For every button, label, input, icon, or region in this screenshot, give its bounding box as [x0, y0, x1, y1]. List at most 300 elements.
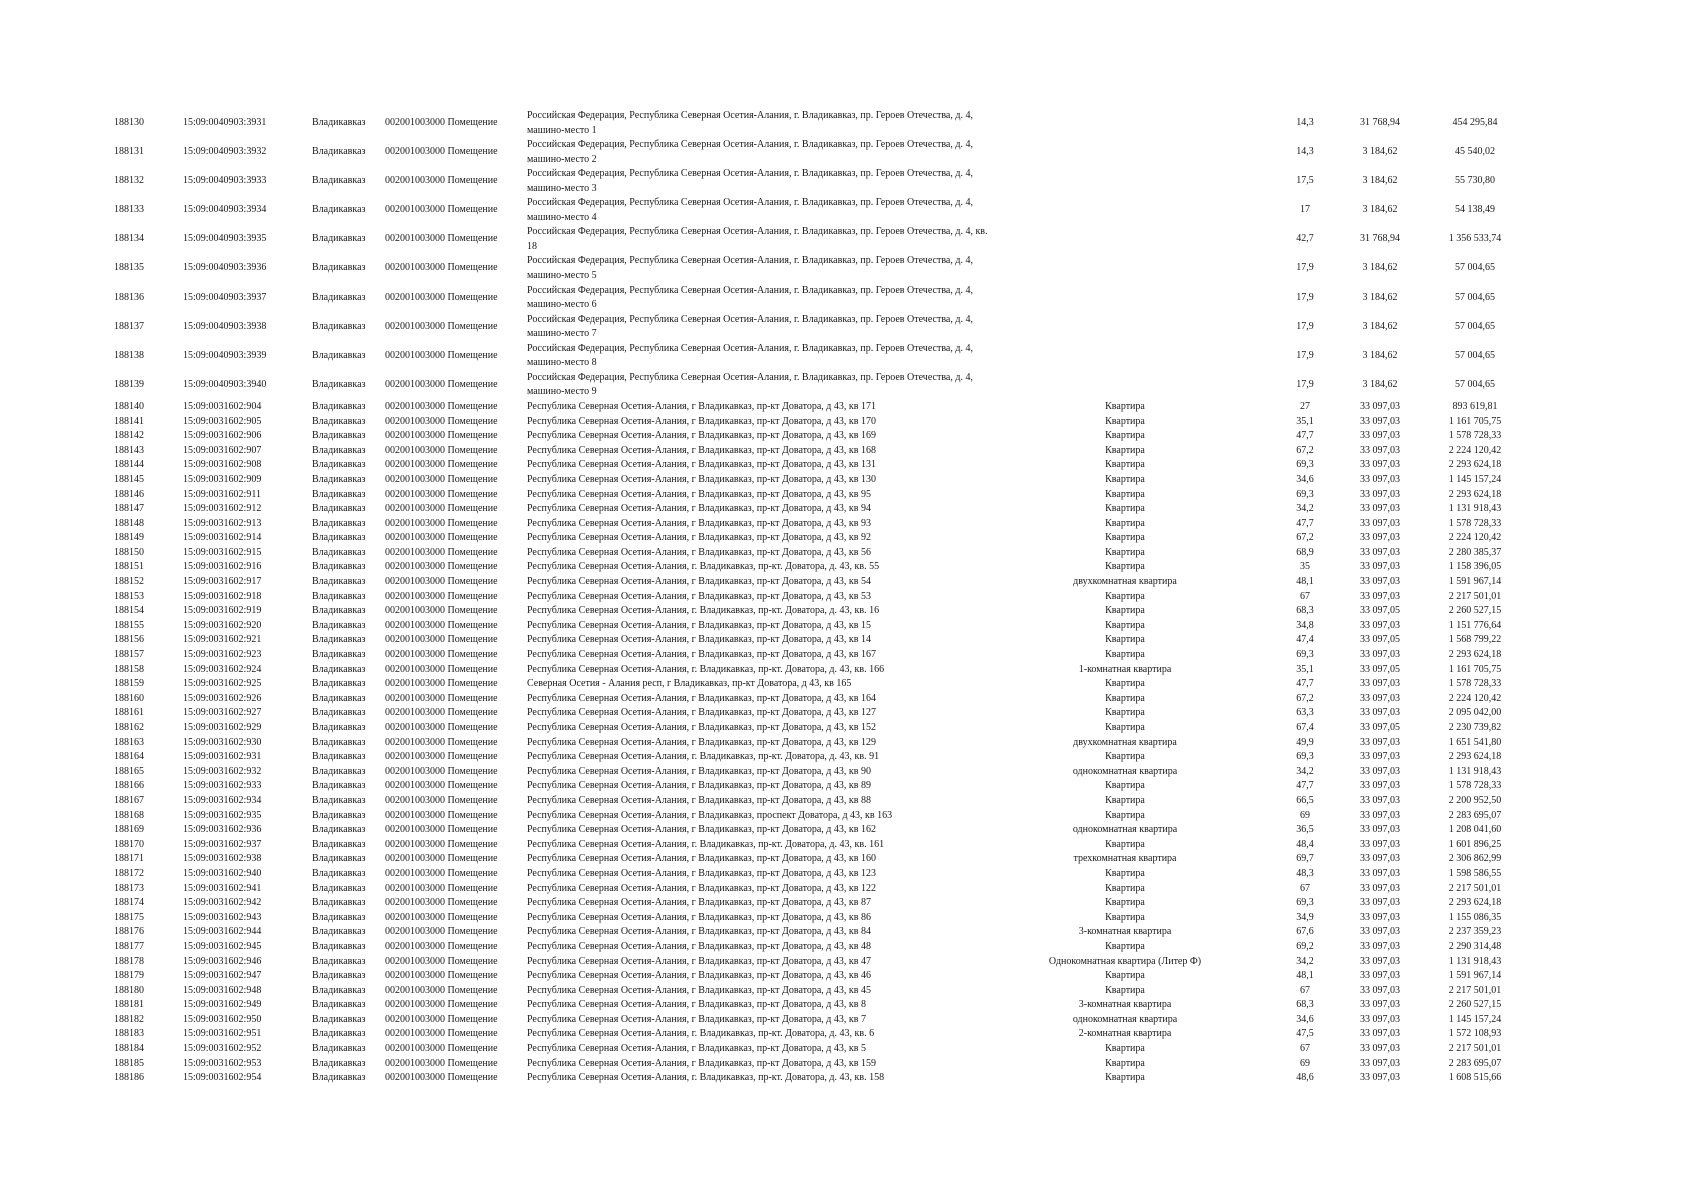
premises-type: Квартира — [1105, 940, 1145, 952]
object-class: 002001003000 Помещение — [385, 1057, 498, 1069]
table-row — [0, 896, 1697, 911]
cadastral-value: 45 540,02 — [1455, 146, 1495, 158]
city-name: Владикавказ — [312, 649, 366, 661]
specific-value: 33 097,05 — [1360, 663, 1400, 675]
specific-value: 33 097,03 — [1360, 678, 1400, 690]
cadastral-number: 15:09:0031602:927 — [183, 707, 262, 719]
specific-value: 33 097,03 — [1360, 488, 1400, 500]
cadastral-number: 15:09:0031602:908 — [183, 459, 262, 471]
area-value: 34,9 — [1296, 911, 1314, 923]
city-name: Владикавказ — [312, 473, 366, 485]
city-name: Владикавказ — [312, 780, 366, 792]
address: Республика Северная Осетия-Алания, г Владикавказ, пр-кт Доватора, д 43, кв 86 — [527, 911, 871, 923]
city-name: Владикавказ — [312, 911, 366, 923]
city-name: Владикавказ — [312, 663, 366, 675]
city-name: Владикавказ — [312, 1043, 366, 1055]
row-number: 188154 — [114, 605, 144, 617]
table-row — [0, 138, 1697, 167]
cadastral-value: 2 224 120,42 — [1448, 532, 1502, 544]
object-class: 002001003000 Помещение — [385, 722, 498, 733]
address: Республика Северная Осетия-Алания, г Владикавказ, пр-кт Доватора, д 43, кв 122 — [527, 882, 876, 894]
object-class: 002001003000 Помещение — [385, 794, 498, 806]
cadastral-number: 15:09:0031602:932 — [183, 765, 262, 777]
city-name: Владикавказ — [312, 897, 366, 909]
area-value: 69,3 — [1296, 649, 1314, 661]
cadastral-number: 15:09:0031602:917 — [183, 576, 262, 588]
city-name: Владикавказ — [312, 546, 366, 558]
row-number: 188139 — [114, 378, 144, 390]
city-name: Владикавказ — [312, 517, 366, 529]
specific-value: 33 097,03 — [1360, 415, 1400, 427]
row-number: 188150 — [114, 546, 144, 558]
table-row — [0, 1027, 1697, 1042]
address: Республика Северная Осетия-Алания, г Владикавказ, пр-кт Доватора, д 43, кв 8 — [527, 999, 866, 1011]
table-row — [0, 677, 1697, 692]
address: Республика Северная Осетия-Алания, г Владикавказ, пр-кт Доватора, д 43, кв 171 — [527, 400, 876, 412]
object-class: 002001003000 Помещение — [385, 546, 498, 558]
premises-type: Квартира — [1105, 400, 1145, 412]
specific-value: 33 097,03 — [1360, 926, 1400, 938]
cadastral-number: 15:09:0040903:3932 — [183, 146, 267, 158]
row-number: 188145 — [114, 473, 144, 485]
city-name: Владикавказ — [312, 678, 366, 690]
specific-value: 33 097,03 — [1360, 736, 1400, 748]
address: Республика Северная Осетия-Алания, г Владикавказ, пр-кт Доватора, д 43, кв 95 — [527, 488, 871, 500]
row-number: 188177 — [114, 940, 144, 952]
cadastral-value: 1 155 086,35 — [1448, 911, 1502, 923]
table-row — [0, 969, 1697, 984]
specific-value: 3 184,62 — [1362, 349, 1398, 361]
premises-type: Квартира — [1105, 809, 1145, 821]
object-class: 002001003000 Помещение — [385, 1043, 498, 1055]
specific-value: 33 097,03 — [1360, 503, 1400, 515]
cadastral-value: 1 598 586,55 — [1448, 867, 1502, 879]
address: Республика Северная Осетия-Алания, г Владикавказ, пр-кт Доватора, д 43, кв 152 — [527, 722, 876, 733]
city-name: Владикавказ — [312, 378, 366, 390]
object-class: 002001003000 Помещение — [385, 415, 498, 427]
specific-value: 33 097,03 — [1360, 765, 1400, 777]
cadastral-value: 2 217 501,01 — [1448, 882, 1502, 894]
object-class: 002001003000 Помещение — [385, 488, 498, 500]
cadastral-value: 2 260 527,15 — [1448, 999, 1502, 1011]
city-name: Владикавказ — [312, 262, 366, 274]
address: Республика Северная Осетия-Алания, г Владикавказ, пр-кт Доватора, д 43, кв 53 — [527, 590, 871, 602]
address: Республика Северная Осетия-Алания, г Владикавказ, пр-кт Доватора, д 43, кв 46 — [527, 970, 871, 982]
area-value: 17,9 — [1296, 320, 1314, 332]
cadastral-value: 2 293 624,18 — [1448, 751, 1502, 763]
object-class: 002001003000 Помещение — [385, 1013, 498, 1025]
specific-value: 33 097,03 — [1360, 517, 1400, 529]
table-row — [0, 575, 1697, 590]
specific-value: 33 097,03 — [1360, 1028, 1400, 1040]
specific-value: 33 097,03 — [1360, 576, 1400, 588]
table-row — [0, 721, 1697, 736]
cadastral-value: 1 145 157,24 — [1448, 1013, 1502, 1025]
table-row — [0, 313, 1697, 342]
table-row — [0, 560, 1697, 575]
cadastral-number: 15:09:0031602:949 — [183, 999, 262, 1011]
object-class: 002001003000 Помещение — [385, 736, 498, 748]
premises-type: Квартира — [1105, 780, 1145, 792]
row-number: 188166 — [114, 780, 144, 792]
specific-value: 33 097,03 — [1360, 867, 1400, 879]
cadastral-value: 1 591 967,14 — [1448, 970, 1502, 982]
cadastral-number: 15:09:0031602:930 — [183, 736, 262, 748]
area-value: 17,9 — [1296, 378, 1314, 390]
object-class: 002001003000 Помещение — [385, 400, 498, 412]
specific-value: 33 097,03 — [1360, 1072, 1400, 1084]
specific-value: 33 097,03 — [1360, 838, 1400, 850]
specific-value: 33 097,03 — [1360, 532, 1400, 544]
cadastral-number: 15:09:0031602:923 — [183, 649, 262, 661]
cadastral-value: 1 151 776,64 — [1448, 619, 1502, 631]
table-row — [0, 225, 1697, 254]
premises-type: Квартира — [1105, 444, 1145, 456]
area-value: 34,6 — [1296, 1013, 1314, 1025]
row-number: 188163 — [114, 736, 144, 748]
area-value: 48,1 — [1296, 576, 1314, 588]
table-row — [0, 604, 1697, 619]
premises-type: Квартира — [1105, 1057, 1145, 1069]
premises-type: 1-комнатная квартира — [1078, 663, 1172, 675]
row-number: 188161 — [114, 707, 144, 719]
city-name: Владикавказ — [312, 1072, 366, 1084]
city-name: Владикавказ — [312, 1028, 366, 1040]
specific-value: 33 097,03 — [1360, 692, 1400, 704]
area-value: 69,3 — [1296, 897, 1314, 909]
specific-value: 3 184,62 — [1362, 320, 1398, 332]
specific-value: 33 097,03 — [1360, 546, 1400, 558]
cadastral-number: 15:09:0040903:3937 — [183, 291, 267, 303]
specific-value: 33 097,03 — [1360, 780, 1400, 792]
cadastral-value: 57 004,65 — [1455, 349, 1495, 361]
specific-value: 33 097,03 — [1360, 897, 1400, 909]
area-value: 67 — [1300, 590, 1310, 602]
cadastral-value: 57 004,65 — [1455, 320, 1495, 332]
cadastral-value: 1 568 799,22 — [1448, 634, 1502, 646]
premises-type: Квартира — [1105, 546, 1145, 558]
area-value: 67 — [1300, 882, 1310, 894]
city-name: Владикавказ — [312, 867, 366, 879]
cadastral-number: 15:09:0031602:937 — [183, 838, 262, 850]
city-name: Владикавказ — [312, 955, 366, 967]
area-value: 14,3 — [1296, 146, 1314, 158]
address: Республика Северная Осетия-Алания, г Владикавказ, пр-кт Доватора, д 43, кв 131 — [527, 459, 876, 471]
premises-type: 3-комнатная квартира — [1078, 926, 1172, 938]
table-row — [0, 517, 1697, 532]
cadastral-value: 1 356 533,74 — [1448, 233, 1502, 245]
table-row — [0, 458, 1697, 473]
area-value: 49,9 — [1296, 736, 1314, 748]
address: Республика Северная Осетия-Алания, г Владикавказ, пр-кт Доватора, д 43, кв 14 — [527, 634, 871, 646]
city-name: Владикавказ — [312, 736, 366, 748]
object-class: 002001003000 Помещение — [385, 897, 498, 909]
object-class: 002001003000 Помещение — [385, 473, 498, 485]
cadastral-number: 15:09:0031602:926 — [183, 692, 262, 704]
premises-type: Квартира — [1105, 722, 1145, 733]
area-value: 17,9 — [1296, 291, 1314, 303]
object-class: 002001003000 Помещение — [385, 838, 498, 850]
premises-type: Квартира — [1105, 794, 1145, 806]
cadastral-value: 2 230 739,82 — [1448, 722, 1502, 733]
table-row — [0, 998, 1697, 1013]
city-name: Владикавказ — [312, 320, 366, 332]
object-class: 002001003000 Помещение — [385, 970, 498, 982]
city-name: Владикавказ — [312, 751, 366, 763]
address: Российская Федерация, Республика Северная Осетия-Алания, г. Владикавказ, пр. Героев Отечества, д. 4, машино-место 4 — [527, 197, 973, 223]
specific-value: 33 097,03 — [1360, 911, 1400, 923]
premises-type: Квартира — [1105, 619, 1145, 631]
address: Республика Северная Осетия-Алания, г Владикавказ, пр-кт Доватора, д 43, кв 127 — [527, 707, 876, 719]
cadastral-number: 15:09:0031602:935 — [183, 809, 262, 821]
object-class: 002001003000 Помещение — [385, 503, 498, 515]
table-row — [0, 794, 1697, 809]
specific-value: 33 097,03 — [1360, 473, 1400, 485]
address: Российская Федерация, Республика Северная Осетия-Алания, г. Владикавказ, пр. Героев Отечества, д. 4, машино-место 9 — [527, 371, 973, 398]
area-value: 68,3 — [1296, 999, 1314, 1011]
object-class: 002001003000 Помещение — [385, 204, 498, 216]
cadastral-value: 2 095 042,00 — [1448, 707, 1502, 719]
specific-value: 33 097,03 — [1360, 444, 1400, 456]
address: Республика Северная Осетия-Алания, г Владикавказ, пр-кт Доватора, д 43, кв 170 — [527, 415, 876, 427]
row-number: 188132 — [114, 175, 144, 187]
object-class: 002001003000 Помещение — [385, 532, 498, 544]
table-row — [0, 429, 1697, 444]
city-name: Владикавказ — [312, 707, 366, 719]
area-value: 67 — [1300, 1043, 1310, 1055]
cadastral-number: 15:09:0040903:3940 — [183, 378, 267, 390]
specific-value: 33 097,03 — [1360, 590, 1400, 602]
table-row — [0, 109, 1697, 138]
city-name: Владикавказ — [312, 940, 366, 952]
cadastral-value: 2 306 862,99 — [1448, 853, 1502, 865]
specific-value: 33 097,03 — [1360, 809, 1400, 821]
table-row — [0, 415, 1697, 430]
area-value: 67,2 — [1296, 444, 1314, 456]
area-value: 47,5 — [1296, 1028, 1314, 1040]
row-number: 188157 — [114, 649, 144, 661]
table-row — [0, 955, 1697, 970]
object-class: 002001003000 Помещение — [385, 444, 498, 456]
city-name: Владикавказ — [312, 204, 366, 216]
area-value: 69,2 — [1296, 940, 1314, 952]
row-number: 188149 — [114, 532, 144, 544]
city-name: Владикавказ — [312, 291, 366, 303]
cadastral-number: 15:09:0031602:945 — [183, 940, 262, 952]
object-class: 002001003000 Помещение — [385, 634, 498, 646]
premises-type: Квартира — [1105, 897, 1145, 909]
object-class: 002001003000 Помещение — [385, 291, 498, 303]
object-class: 002001003000 Помещение — [385, 1028, 498, 1040]
cadastral-value: 1 578 728,33 — [1448, 678, 1502, 690]
city-name: Владикавказ — [312, 970, 366, 982]
premises-type: Квартира — [1105, 882, 1145, 894]
row-number: 188159 — [114, 678, 144, 690]
premises-type: двухкомнатная квартира — [1073, 576, 1177, 588]
premises-type: однокомнатная квартира — [1072, 1013, 1178, 1025]
specific-value: 33 097,03 — [1360, 955, 1400, 967]
object-class: 002001003000 Помещение — [385, 619, 498, 631]
area-value: 17,9 — [1296, 349, 1314, 361]
row-number: 188152 — [114, 576, 144, 588]
cadastral-number: 15:09:0031602:944 — [183, 926, 262, 938]
area-value: 48,1 — [1296, 970, 1314, 982]
address: Российская Федерация, Республика Северная Осетия-Алания, г. Владикавказ, пр. Героев Отечества, д. 4, машино-место 5 — [527, 255, 973, 281]
object-class: 002001003000 Помещение — [385, 605, 498, 617]
cadastral-value: 1 591 967,14 — [1448, 576, 1502, 588]
row-number: 188169 — [114, 824, 144, 836]
object-class: 002001003000 Помещение — [385, 853, 498, 865]
table-row — [0, 371, 1697, 400]
city-name: Владикавказ — [312, 1057, 366, 1069]
table-row — [0, 692, 1697, 707]
table-row — [0, 254, 1697, 283]
premises-type: Квартира — [1105, 605, 1145, 617]
premises-type: Квартира — [1105, 692, 1145, 704]
cadastral-number: 15:09:0031602:933 — [183, 780, 262, 792]
cadastral-number: 15:09:0031602:909 — [183, 473, 262, 485]
specific-value: 33 097,03 — [1360, 619, 1400, 631]
area-value: 69,3 — [1296, 751, 1314, 763]
cadastral-value: 1 578 728,33 — [1448, 517, 1502, 529]
address: Российская Федерация, Республика Северная Осетия-Алания, г. Владикавказ, пр. Героев Отечества, д. 4, машино-место 8 — [527, 342, 973, 369]
area-value: 34,8 — [1296, 619, 1314, 631]
cadastral-number: 15:09:0031602:938 — [183, 853, 262, 865]
area-value: 17 — [1300, 204, 1310, 216]
address: Республика Северная Осетия-Алания, г Владикавказ, пр-кт Доватора, д 43, кв 167 — [527, 649, 876, 661]
address: Российская Федерация, Республика Северная Осетия-Алания, г. Владикавказ, пр. Героев Отечества, д. 4, машино-место 1 — [527, 110, 973, 136]
specific-value: 33 097,03 — [1360, 1013, 1400, 1025]
object-class: 002001003000 Помещение — [385, 320, 498, 332]
table-row — [0, 736, 1697, 751]
cadastral-number: 15:09:0031602:940 — [183, 867, 262, 879]
city-name: Владикавказ — [312, 926, 366, 938]
specific-value: 33 097,03 — [1360, 794, 1400, 806]
cadastral-value: 2 283 695,07 — [1448, 809, 1502, 821]
cadastral-value: 1 161 705,75 — [1448, 415, 1502, 427]
city-name: Владикавказ — [312, 400, 366, 412]
table-row — [0, 706, 1697, 721]
cadastral-value: 2 237 359,23 — [1448, 926, 1502, 938]
cadastral-value: 2 290 314,48 — [1448, 940, 1502, 952]
cadastral-number: 15:09:0031602:912 — [183, 503, 262, 515]
table-row — [0, 867, 1697, 882]
object-class: 002001003000 Помещение — [385, 882, 498, 894]
city-name: Владикавказ — [312, 503, 366, 515]
cadastral-value: 2 260 527,15 — [1448, 605, 1502, 617]
cadastral-number: 15:09:0031602:943 — [183, 911, 262, 923]
city-name: Владикавказ — [312, 590, 366, 602]
row-number: 188146 — [114, 488, 144, 500]
row-number: 188173 — [114, 882, 144, 894]
city-name: Владикавказ — [312, 824, 366, 836]
table-row — [0, 940, 1697, 955]
address: Республика Северная Осетия-Алания, г Владикавказ, пр-кт Доватора, д 43, кв 5 — [527, 1043, 866, 1055]
city-name: Владикавказ — [312, 561, 366, 573]
city-name: Владикавказ — [312, 430, 366, 442]
area-value: 17,9 — [1296, 262, 1314, 274]
city-name: Владикавказ — [312, 1013, 366, 1025]
row-number: 188135 — [114, 262, 144, 274]
object-class: 002001003000 Помещение — [385, 824, 498, 836]
cadastral-value: 2 293 624,18 — [1448, 897, 1502, 909]
cadastral-value: 1 601 896,25 — [1448, 838, 1502, 850]
table-row — [0, 546, 1697, 561]
area-value: 34,2 — [1296, 955, 1314, 967]
cadastral-value: 2 217 501,01 — [1448, 1043, 1502, 1055]
specific-value: 33 097,05 — [1360, 634, 1400, 646]
cadastral-number: 15:09:0031602:953 — [183, 1057, 262, 1069]
address: Республика Северная Осетия-Алания, г. Владикавказ, пр-кт. Доватора, д. 43, кв. 158 — [527, 1072, 885, 1084]
address: Республика Северная Осетия-Алания, г Владикавказ, пр-кт Доватора, д 43, кв 90 — [527, 765, 871, 777]
cadastral-value: 2 280 385,37 — [1448, 546, 1502, 558]
premises-type: Квартира — [1105, 984, 1145, 996]
address: Республика Северная Осетия-Алания, г Владикавказ, пр-кт Доватора, д 43, кв 54 — [527, 576, 871, 588]
premises-type: Квартира — [1105, 532, 1145, 544]
cadastral-value: 1 578 728,33 — [1448, 780, 1502, 792]
object-class: 002001003000 Помещение — [385, 999, 498, 1011]
area-value: 67 — [1300, 984, 1310, 996]
area-value: 68,9 — [1296, 546, 1314, 558]
area-value: 48,3 — [1296, 867, 1314, 879]
specific-value: 33 097,03 — [1360, 649, 1400, 661]
row-number: 188158 — [114, 663, 144, 675]
area-value: 69 — [1300, 1057, 1310, 1069]
city-name: Владикавказ — [312, 146, 366, 158]
specific-value: 33 097,05 — [1360, 722, 1400, 733]
row-number: 188178 — [114, 955, 144, 967]
cadastral-value: 2 217 501,01 — [1448, 984, 1502, 996]
address: Северная Осетия - Алания респ, г Владикавказ, пр-кт Доватора, д 43, кв 165 — [527, 678, 852, 690]
cadastral-value: 1 651 541,80 — [1448, 736, 1502, 748]
city-name: Владикавказ — [312, 233, 366, 245]
cadastral-number: 15:09:0031602:951 — [183, 1028, 262, 1040]
address: Российская Федерация, Республика Северная Осетия-Алания, г. Владикавказ, пр. Героев Отечества, д. 4, машино-место 6 — [527, 284, 973, 311]
specific-value: 33 097,03 — [1360, 999, 1400, 1011]
address: Республика Северная Осетия-Алания, г Владикавказ, пр-кт Доватора, д 43, кв 93 — [527, 517, 871, 529]
row-number: 188134 — [114, 233, 144, 245]
row-number: 188136 — [114, 291, 144, 303]
cadastral-number: 15:09:0040903:3934 — [183, 204, 267, 216]
object-class: 002001003000 Помещение — [385, 262, 498, 274]
row-number: 188168 — [114, 809, 144, 821]
cadastral-value: 1 145 157,24 — [1448, 473, 1502, 485]
table-row — [0, 984, 1697, 999]
table-row — [0, 196, 1697, 225]
city-name: Владикавказ — [312, 488, 366, 500]
city-name: Владикавказ — [312, 349, 366, 361]
address: Республика Северная Осетия-Алания, г Владикавказ, проспект Доватора, д 43, кв 163 — [527, 809, 893, 821]
row-number: 188165 — [114, 765, 144, 777]
cadastral-number: 15:09:0031602:950 — [183, 1013, 262, 1025]
area-value: 34,6 — [1296, 473, 1314, 485]
cadastral-number: 15:09:0031602:934 — [183, 794, 262, 806]
row-number: 188155 — [114, 619, 144, 631]
cadastral-number: 15:09:0031602:931 — [183, 751, 262, 763]
row-number: 188133 — [114, 204, 144, 216]
table-row — [0, 444, 1697, 459]
premises-type: Квартира — [1105, 1072, 1145, 1084]
cadastral-value: 1 131 918,43 — [1448, 955, 1502, 967]
cadastral-number: 15:09:0031602:913 — [183, 517, 262, 529]
table-row — [0, 779, 1697, 794]
city-name: Владикавказ — [312, 175, 366, 187]
specific-value: 3 184,62 — [1362, 378, 1398, 390]
city-name: Владикавказ — [312, 765, 366, 777]
row-number: 188182 — [114, 1013, 144, 1025]
table-row — [0, 473, 1697, 488]
table-row — [0, 852, 1697, 867]
